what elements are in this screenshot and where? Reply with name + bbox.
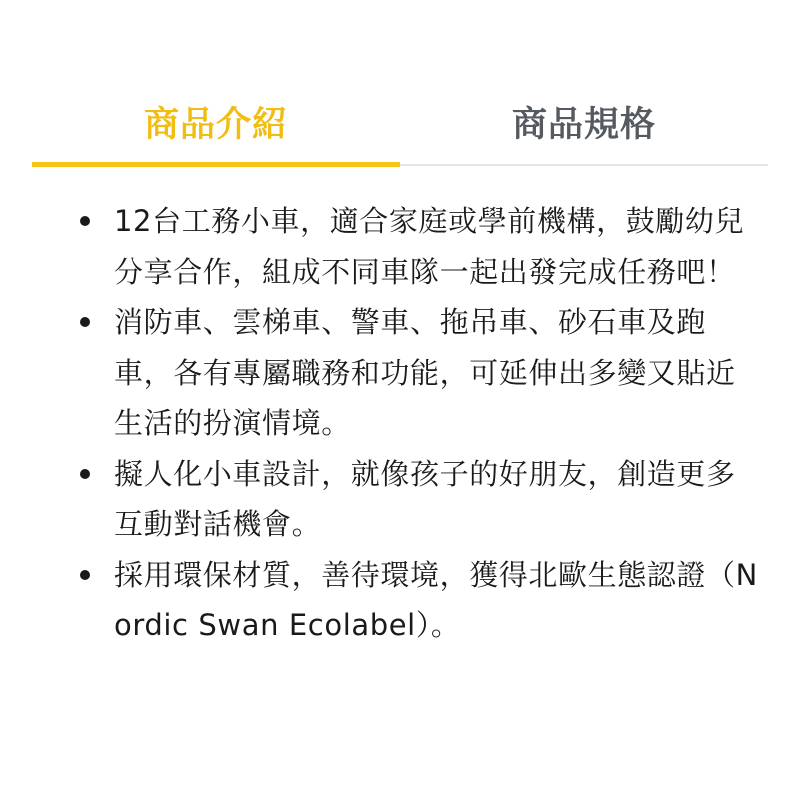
bullet-icon — [80, 317, 90, 327]
tab-product-intro[interactable] — [32, 86, 400, 166]
tab-label: 商品規格 — [511, 105, 656, 145]
tab-label: 商品介紹 — [143, 105, 288, 145]
list-item-text: 消防車、雲梯車、警車、拖吊車、砂石車及跑車，各有專屬職務和功能，可延伸出多變又貼近生活的扮演情境。 — [114, 305, 736, 440]
tab-bar — [32, 86, 768, 166]
feature-list — [70, 196, 760, 651]
tab-product-specs[interactable] — [400, 86, 768, 166]
bullet-icon — [80, 570, 90, 580]
list-item — [70, 449, 760, 550]
list-item-text: 採用環保材質，善待環境，獲得北歐生態認證（Nordic Swan Ecolabel）。 — [114, 557, 758, 642]
list-item-text: 擬人化小車設計，就像孩子的好朋友，創造更多互動對話機會。 — [114, 456, 736, 541]
list-item — [70, 196, 760, 297]
list-item — [70, 550, 760, 651]
active-tab-indicator — [32, 162, 400, 167]
bullet-icon — [80, 216, 90, 226]
bullet-icon — [80, 469, 90, 479]
list-item — [70, 297, 760, 449]
product-description — [70, 196, 760, 651]
list-item-text: 12台工務小車，適合家庭或學前機構，鼓勵幼兒分享合作，組成不同車隊一起出發完成任務吧！ — [114, 204, 745, 289]
